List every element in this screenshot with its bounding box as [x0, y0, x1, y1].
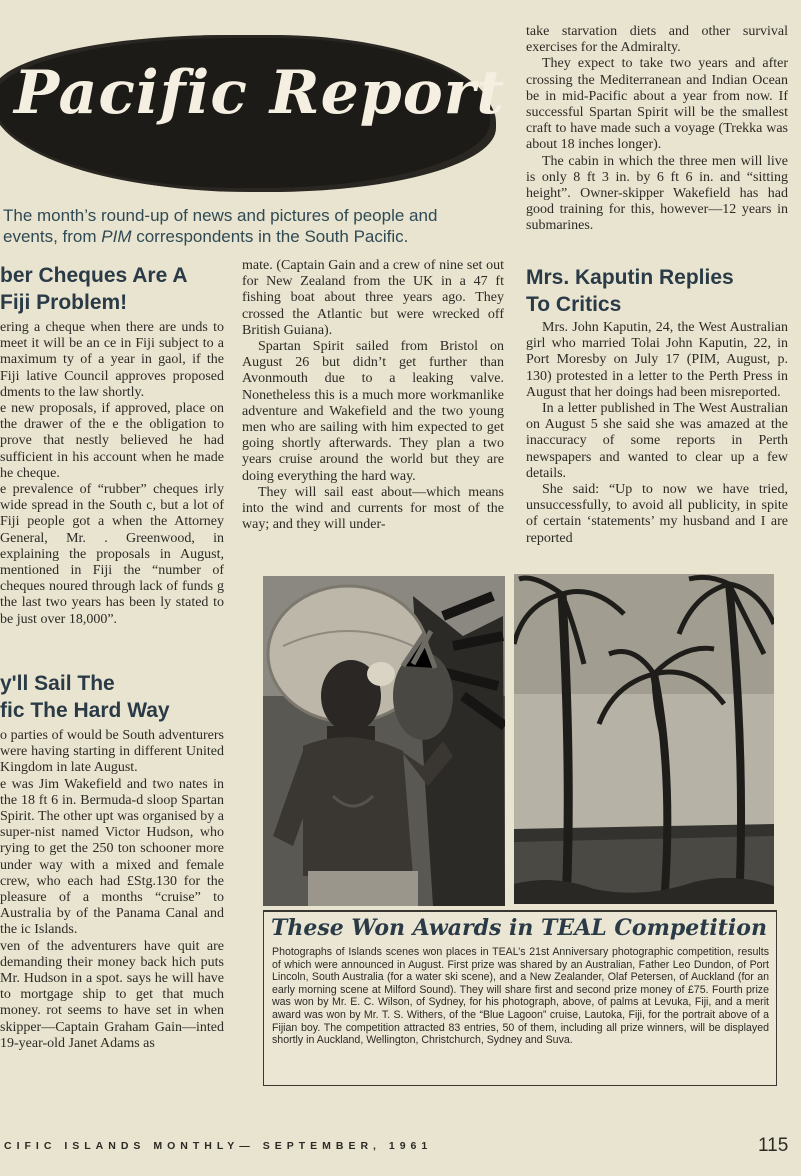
article3-paragraph: In a letter published in The West Australian on August 5 she said she was amazed at the inaccuracy of some reports in Perth newspapers and wanted to clear up a few details.	[526, 401, 788, 481]
intro-text	[3, 205, 473, 247]
palms-illustration	[514, 574, 774, 904]
article2-paragraph: mate. (Captain Gain and a crew of nine set out for New Zealand from the UK in a 47 ft fishing boat about three years ago. They crossed the Atlantic but were wrecked off British Guiana).	[242, 258, 504, 338]
page-number: 115	[758, 1135, 789, 1156]
page-title: Pacific Report	[14, 58, 506, 128]
caption-text: Photographs of Islands scenes won places in TEAL’s 21st Anniversary photographic competition, results of which were announced in August. First prize was shared by an Australian, Father Leo Dundon, of Port Lincoln, South Australia (for a water ski scene), and a New Zealander, Olaf Petersen, of Auckland (for an early morning scene at Milford Sound). They will share first and second prize money of £75. Fourth prize was won by Mr. E. C. Wilson, of Sydney, for his photograph, above, of palms at Levuka, Fiji, and a merit award was won by Mr. T. S. Withers, of the “Blue Lagoon” cruise, Lautoka, Fiji, for the portrait above of a Fijian boy. The competition attracted 83 entries, 50 of them, including all prize winners, will be displayed shortly in Auckland, Wellington, Christchurch, Sydney and Suva.	[272, 946, 769, 1047]
article2-body-col1	[0, 728, 224, 1052]
article3-headline	[526, 264, 788, 318]
article2-body-col3	[526, 24, 788, 235]
article3-paragraph: Mrs. John Kaputin, 24, the West Australian girl who married Tolai John Kaputin, 22, in Port Moresby on July 17 (PIM, August, p. 130) protested in a letter to the Perth Press in August that her doings had been misreported.	[526, 320, 788, 400]
article2-paragraph: The cabin in which the three men will live is only 8 ft 3 in. by 6 ft 6 in. and “sitting height”. Owner-skipper Wakefield has had good training for this, however—12 years in submarines.	[526, 153, 788, 234]
palms-photo	[514, 574, 774, 904]
article2-paragraph: take starvation diets and other survival exercises for the Admiralty.	[526, 24, 788, 56]
fijian-boy-illustration	[263, 576, 505, 906]
article2-headline	[0, 670, 224, 724]
article1-headline-line2: Fiji Problem!	[0, 291, 128, 314]
fijian-boy-photo	[263, 576, 505, 906]
article2-headline-line2: fic The Hard Way	[0, 699, 170, 722]
article3-body	[526, 320, 788, 547]
article2-body-col2	[242, 258, 504, 533]
article2-paragraph: e was Jim Wakefield and two nates in the 18 ft 6 in. Bermuda-d sloop Spartan Spirit. The other upt was organised by a super-nist named Victor Hudson, who rying to get the 250 ton schooner more under way with a mixed and female crew, who each had £Stg.130 for the pleasure of a months “cruise” to Australia by of the Panama Canal and the ic Islands.	[0, 776, 224, 938]
article1-paragraph: ering a cheque when there are unds to meet it will be an ce in Fiji subject to a maximum ty of a year in gaol, if the Fiji lative Council approves proposed dments to the law shortly.	[0, 320, 224, 400]
footer-masthead: CIFIC ISLANDS MONTHLY— SEPTEMBER, 1961	[4, 1140, 433, 1152]
article2-headline-line1: y'll Sail The	[0, 672, 115, 695]
article3-headline-line2: To Critics	[526, 293, 622, 316]
intro-line-2-end: correspondents in the South Pacific.	[131, 227, 409, 246]
intro-line-1: The month’s round-up of news and pictures of people and	[3, 206, 438, 225]
intro-line-2	[3, 226, 473, 247]
article3-headline-line1: Mrs. Kaputin Replies	[526, 266, 734, 289]
article3-paragraph: She said: “Up to now we have tried, unsuccessfully, to avoid all publicity, in spite of certain ‘statements’ my husband and I are reported	[526, 482, 788, 546]
article2-paragraph: They expect to take two years and after crossing the Mediterranean and Indian Ocean be in mid-Pacific about a year from now. If successful Spartan Spirit will be the smallest craft to have made such a voyage (Trekka was about 18 inches longer).	[526, 56, 788, 153]
intro-line-2-em: PIM	[101, 227, 132, 246]
article1-paragraph: e new proposals, if approved, place on the drawer of the e the obligation to prove that nestly believed he had sufficient in his account when he made he cheque.	[0, 401, 224, 481]
intro-line-2-start: events, from	[3, 227, 102, 246]
article2-paragraph: They will sail east about—which means into the wind and currents for most of the way; and they will under-	[242, 484, 504, 533]
caption-title: These Won Awards in TEAL Competition	[271, 915, 767, 941]
article2-paragraph: ven of the adventurers have quit are demanding their money back hich puts Mr. Hudson in a spot. says he will have to mortgage ship to get that much money. rot seems to have set in when skipper—Captain Graham Gain—inted 19-year-old Janet Adams as	[0, 938, 224, 1051]
article1-body	[0, 320, 224, 628]
article2-paragraph: o parties of would be South adventurers were having starting in different United Kingdom in late August.	[0, 728, 224, 776]
article2-paragraph: Spartan Spirit sailed from Bristol on August 26 but didn’t get further than Avonmouth due to a leaking valve. Nonetheless this is a much more workmanlike adventure and Wakefield and the two young men who are sailing with him expected to get going shortly afterwards. They plan a two years cruise around the world but they are doing everything the hard way.	[242, 339, 504, 484]
article1-paragraph: e prevalence of “rubber” cheques irly wide spread in the South c, but a lot of Fiji people got a when the Attorney General, Mr. . Greenwood, in explaining the proposals in August, mentioned in Fiji the “number of cheques noured through lack of funds g the last two years has been ly stated to be just over 18,000”.	[0, 482, 224, 627]
article1-headline-line1: ber Cheques Are A	[0, 264, 188, 287]
article1-headline	[0, 262, 224, 316]
